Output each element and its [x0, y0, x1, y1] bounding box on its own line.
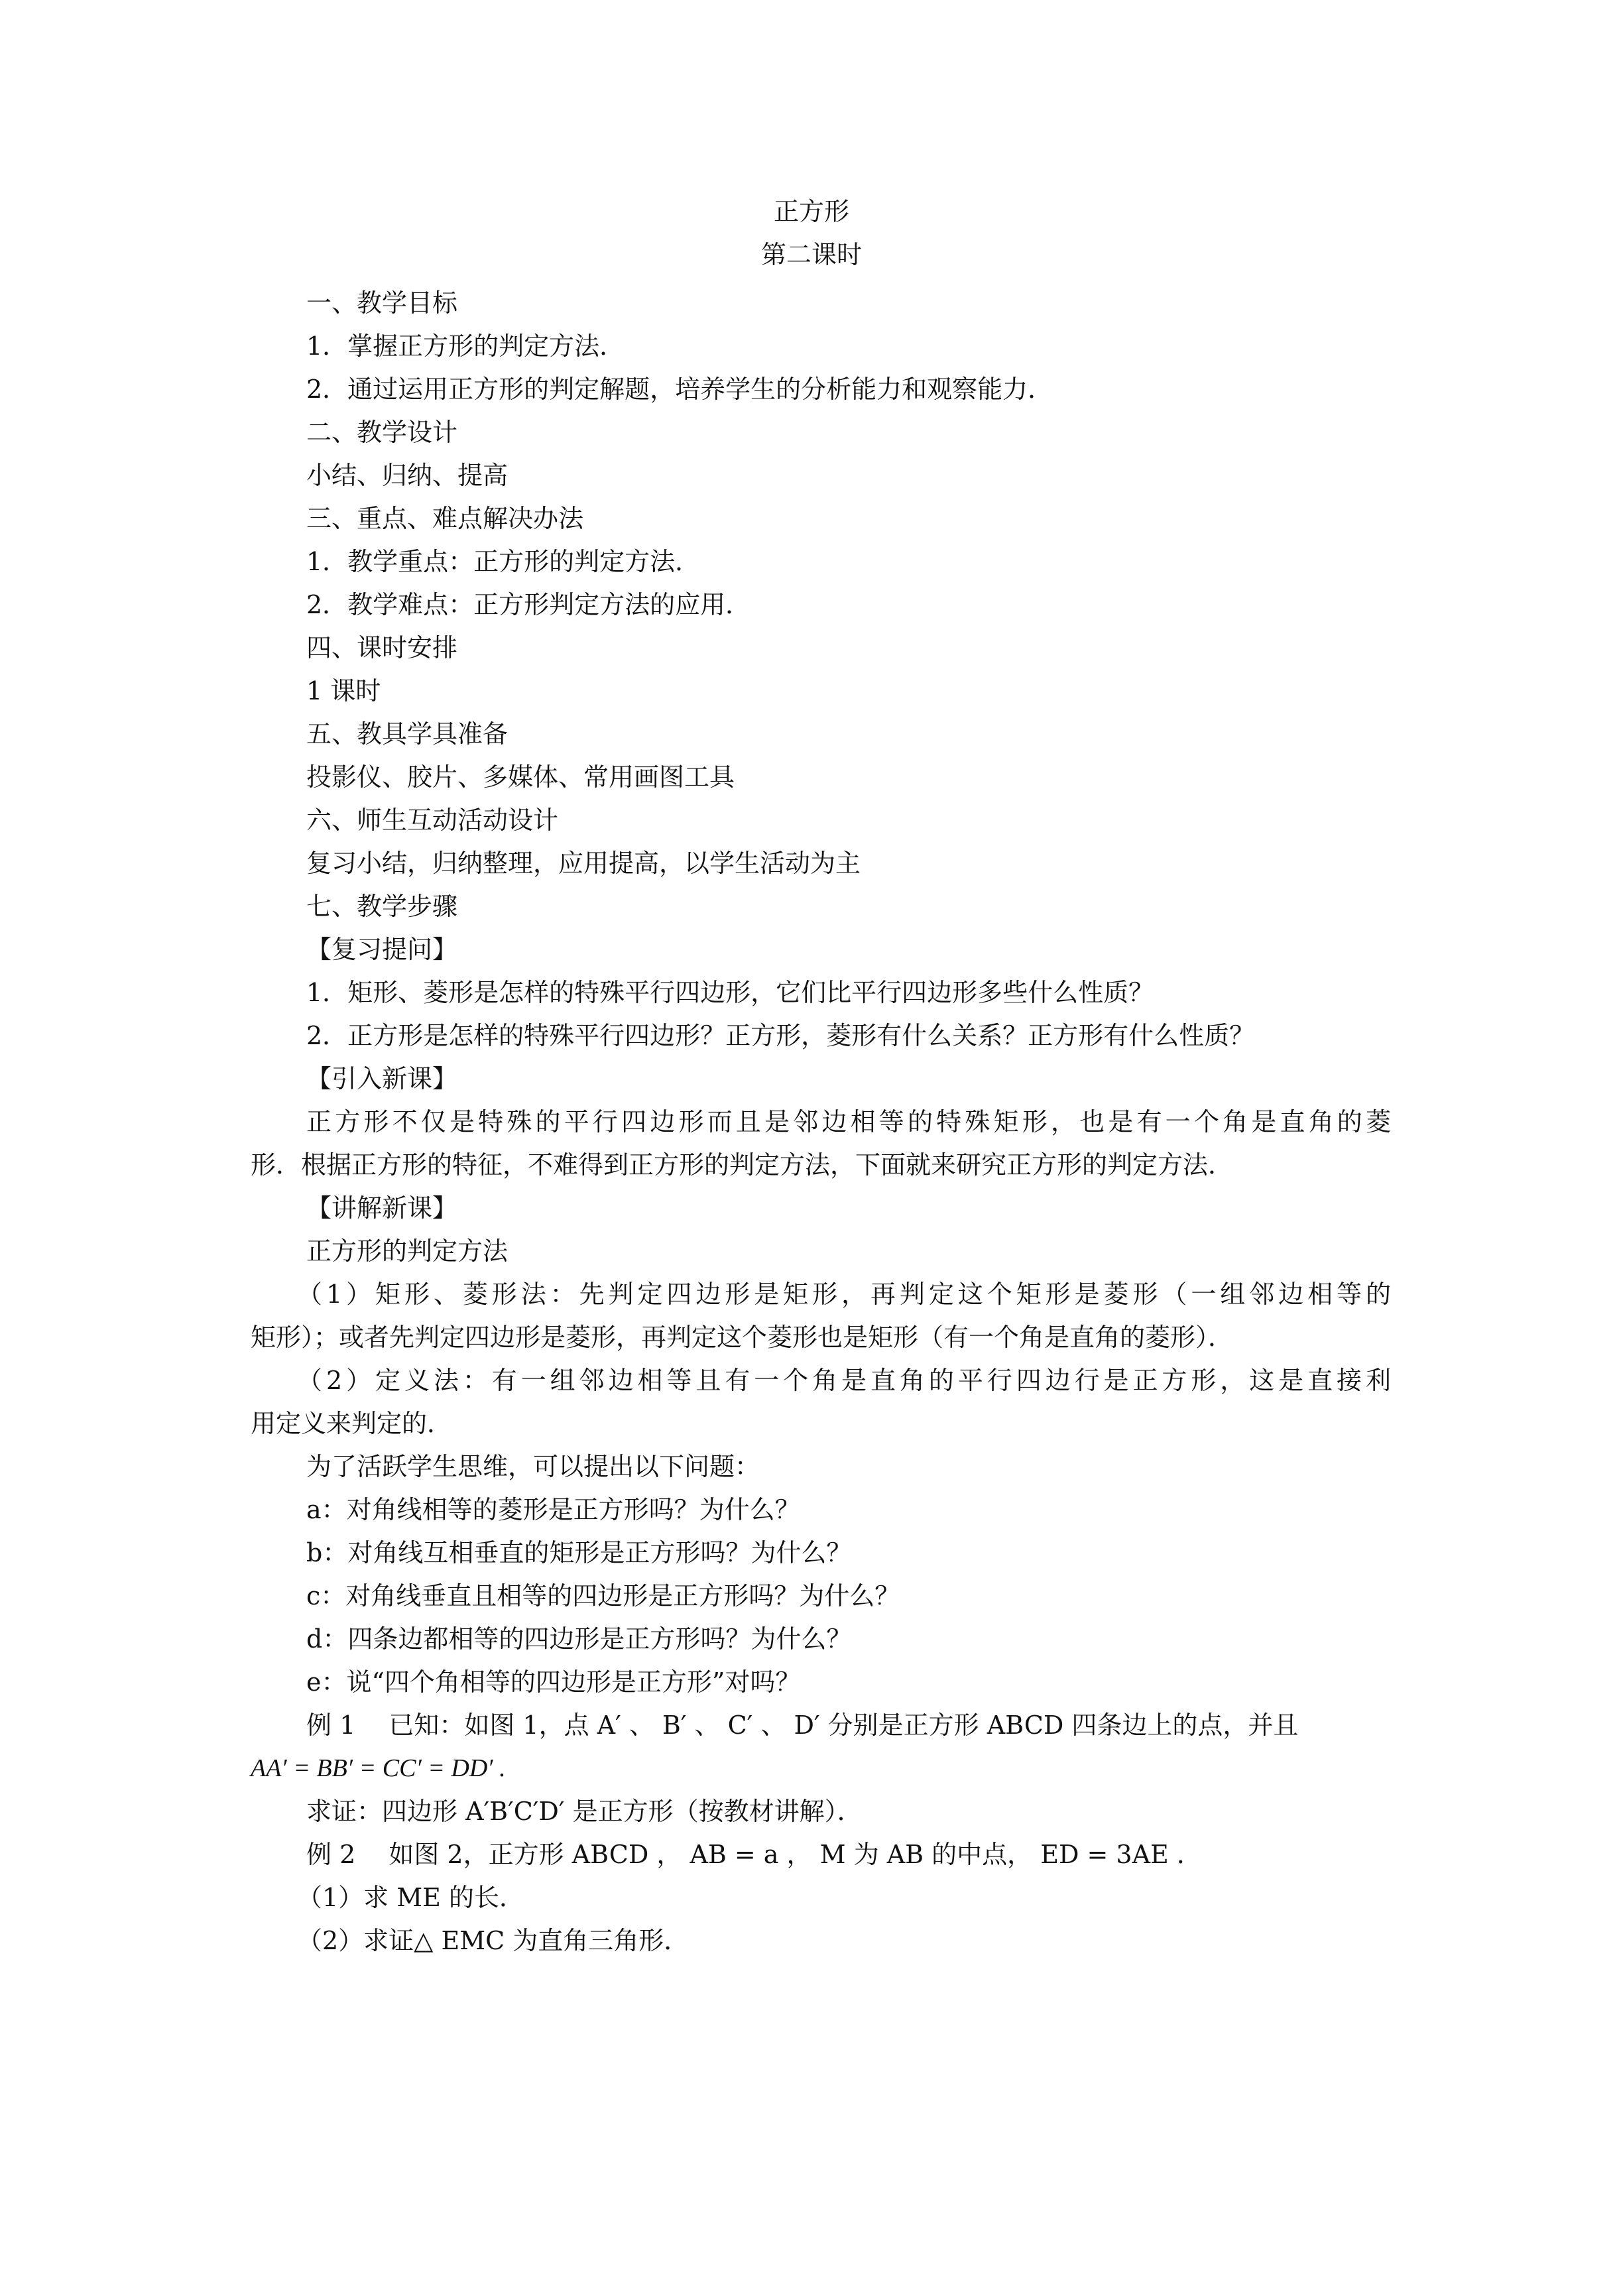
- text-line: 用定义来判定的．: [251, 1409, 453, 1438]
- text-line: 正方形的判定方法: [306, 1237, 509, 1266]
- section-heading: 四、课时安排: [306, 633, 458, 662]
- question-item: c：对角线垂直且相等的四边形是正方形吗？为什么？: [306, 1581, 900, 1610]
- text-line: 为了活跃学生思维，可以提出以下问题：: [306, 1452, 760, 1481]
- text-line: 2．正方形是怎样的特殊平行四边形？正方形，菱形有什么关系？正方形有什么性质？: [306, 1021, 1255, 1050]
- section-heading: 六、师生互动活动设计: [306, 806, 559, 835]
- document-subtitle: 第二课时: [760, 240, 862, 269]
- section-heading: 五、教具学具准备: [306, 719, 509, 749]
- subsection-heading: 【引入新课】: [306, 1064, 458, 1093]
- example-line: 例 1 已知：如图 1，点 A′ 、 B′ 、 C′ 、 D′ 分别是正方形 ABCD 四条边上的点，并且: [306, 1711, 1299, 1740]
- text-line: 2．教学难点：正方形判定方法的应用．: [306, 590, 751, 619]
- subsection-heading: 【复习提问】: [306, 935, 458, 964]
- text-line: 投影仪、胶片、多媒体、常用画图工具: [306, 762, 735, 792]
- text-line: 1．矩形、菱形是怎样的特殊平行四边形，它们比平行四边形多些什么性质？: [306, 978, 1154, 1007]
- text-line: 2．通过运用正方形的判定解题，培养学生的分析能力和观察能力．: [306, 375, 1053, 404]
- text-line: 1．教学重点：正方形的判定方法．: [306, 547, 701, 576]
- example-line: 例 2 如图 2，正方形 ABCD ， AB = a ， M 为 AB 的中点， ED = 3AE ．: [306, 1840, 1202, 1869]
- text-line: （1）矩形、菱形法：先判定四边形是矩形，再判定这个矩形是菱形（一组邻边相等的: [297, 1280, 1391, 1309]
- text-line: 正方形不仅是特殊的平行四边形而且是邻边相等的特殊矩形，也是有一个角是直角的菱: [306, 1107, 1391, 1136]
- question-item: d：四条边都相等的四边形是正方形吗？为什么？: [306, 1624, 852, 1654]
- text-line: （2）定义法：有一组邻边相等且有一个角是直角的平行四边行是正方形，这是直接利: [297, 1366, 1391, 1395]
- subsection-heading: 【讲解新课】: [306, 1193, 458, 1223]
- question-item: b：对角线互相垂直的矩形是正方形吗？为什么？: [306, 1538, 852, 1567]
- example-line: 求证：四边形 A′B′C′D′ 是正方形（按教材讲解）．: [306, 1797, 863, 1826]
- question-item: e：说“四个角相等的四边形是正方形”对吗？: [306, 1667, 801, 1697]
- text-line: 矩形）；或者先判定四边形是菱形，再判定这个菱形也是矩形（有一个角是直角的菱形）．: [251, 1323, 1234, 1352]
- section-heading: 一、教学目标: [306, 288, 458, 318]
- example-line: （2）求证△ EMC 为直角三角形．: [297, 1926, 690, 1955]
- question-item: a：对角线相等的菱形是正方形吗？为什么？: [306, 1495, 800, 1524]
- section-heading: 二、教学设计: [306, 418, 458, 447]
- text-line: 1 课时: [306, 676, 381, 705]
- text-line: 小结、归纳、提高: [306, 461, 509, 490]
- document-title: 正方形: [773, 197, 849, 226]
- text-line: 复习小结，归纳整理，应用提高，以学生活动为主: [306, 849, 861, 878]
- section-heading: 七、教学步骤: [306, 892, 458, 921]
- text-line: 1．掌握正方形的判定方法．: [306, 332, 625, 361]
- section-heading: 三、重点、难点解决办法: [306, 504, 584, 533]
- text-line: 形．根据正方形的特征，不难得到正方形的判定方法，下面就来研究正方形的判定方法．: [251, 1150, 1234, 1179]
- example-line: （1）求 ME 的长．: [297, 1883, 524, 1912]
- example-line: AA′ = BB′ = CC′ = DD′ .: [251, 1754, 506, 1782]
